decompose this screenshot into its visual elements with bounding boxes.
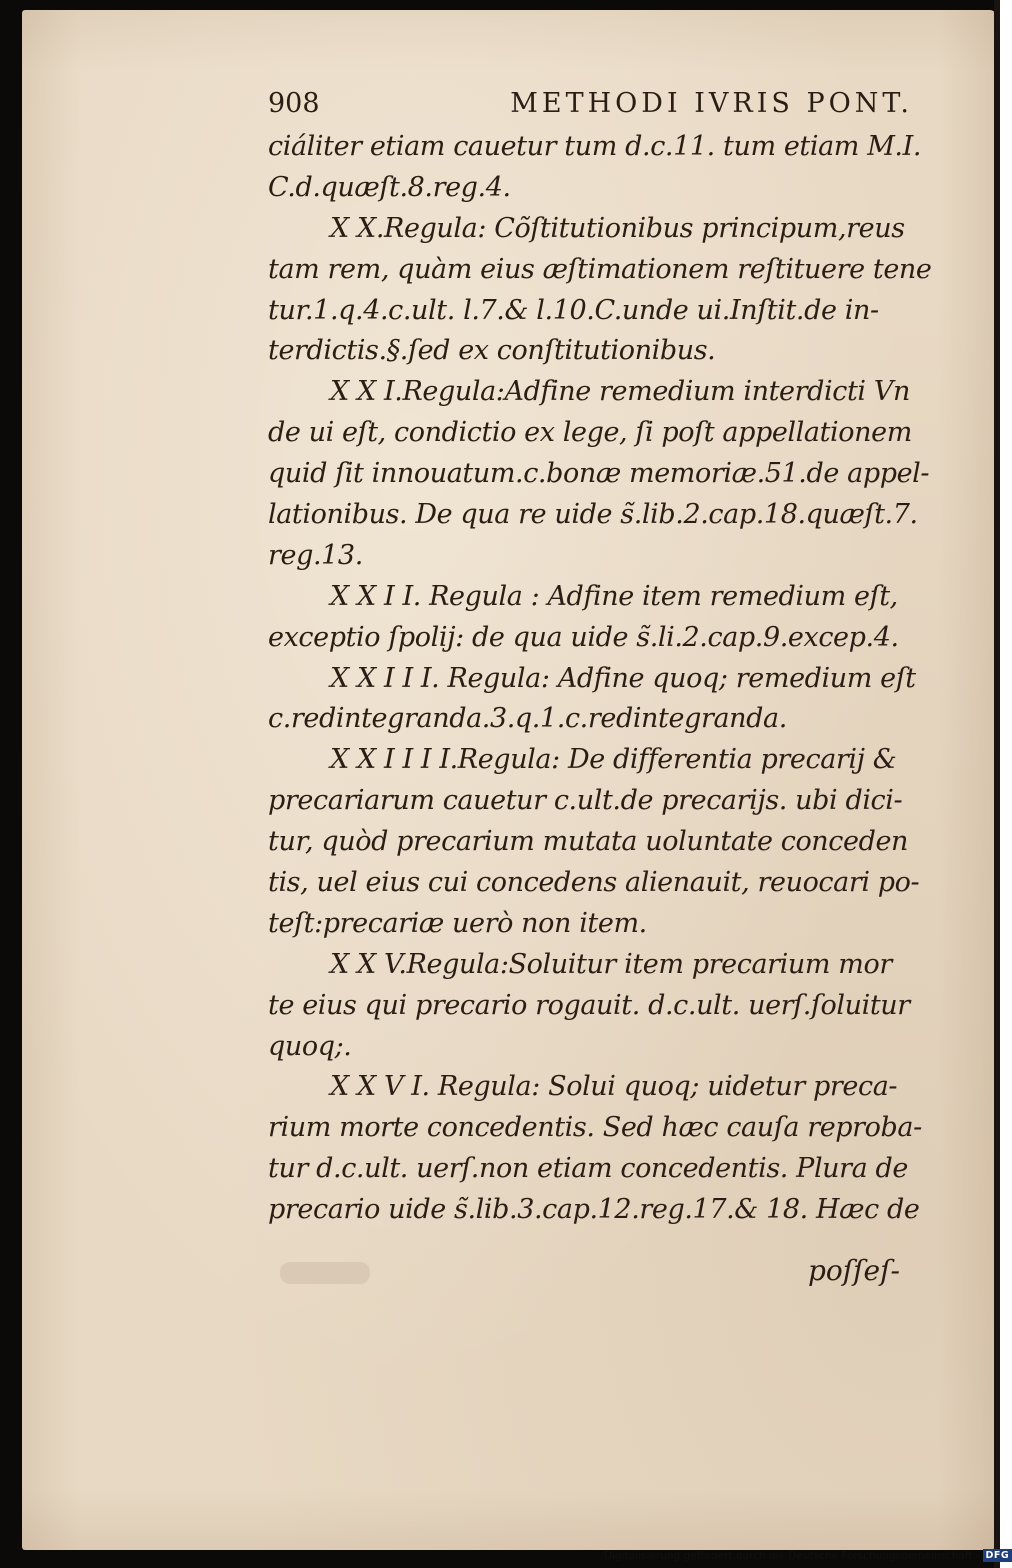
show-through-smudge [280,1262,370,1284]
text-line: quoq;. [268,1030,352,1062]
regula-heading-line: X X I I. Regula : Adfine item remedium eſt, [330,580,898,612]
regula-heading-line: X X I I I. Regula: Adfine quoq; remedium eſt [330,662,916,694]
text-line: precariarum cauetur c.ult.de precarijs. ubi dici- [268,785,903,817]
text-line: reg.13. [268,539,363,571]
page-text-block [268,84,932,1231]
digitization-footer [604,1549,1012,1562]
regula-heading-line: X X.Regula: Cõſtitutionibus principum,reus [330,212,905,244]
scan-right-edge [994,0,1000,1568]
text-line: C.d.quæſt.8.reg.4. [268,171,511,203]
text-line: teſt:precariæ uerò non item. [268,907,647,939]
text-line: de ui eſt, condictio ex lege, ſi poſt appellationem [268,417,912,449]
text-line: tis, uel eius cui concedens alienauit, reuocari po- [268,867,920,899]
text-line: rium morte concedentis. Sed hæc cauſa reproba- [268,1112,922,1144]
text-line: exceptio ſpolij: de qua uide s̃.li.2.cap.9.excep.4. [268,621,899,653]
text-line: terdictis.§.ſed ex conſtitutionibus. [268,335,716,367]
regula-heading-line: X X V I. Regula: Solui quoq; uidetur preca- [330,1071,898,1103]
footer-credit: Digitalisierung gefördert durch die Deutsche Forschungsgemeinschaft - [604,1549,980,1562]
running-head: METHODI IVRIS PONT. [510,88,913,119]
text-line: lationibus. De qua re uide s̃.lib.2.cap.18.quæſt.7. [268,499,918,531]
catchword: poſſeſ- [808,1254,900,1287]
text-line: ciáliter etiam cauetur tum d.c.11. tum etiam M.I. [268,131,922,162]
text-line: quid ſit innouatum.c.bonæ memoriæ.51.de appel- [268,458,930,490]
folio-number: 908 [268,88,320,119]
text-line: precario uide s̃.lib.3.cap.12.reg.17.& 18. Hæc de [268,1194,920,1226]
regula-heading-line: X X I I I I.Regula: De differentia precarij & [330,744,897,776]
text-line: tur d.c.ult. uerſ.non etiam concedentis. Plura de [268,1153,909,1185]
regula-heading-line: X X I.Regula:Adfine remedium interdicti Vn [330,376,910,408]
text-line: tur.1.q.4.c.ult. l.7.& l.10.C.unde ui.Inſtit.de in- [268,294,879,326]
text-line: te eius qui precario rogauit. d.c.ult. uerſ.ſoluitur [268,989,910,1021]
regula-heading-line: X X V.Regula:Soluitur item precarium mor [330,948,892,980]
text-line: c.redintegranda.3.q.1.c.redintegranda. [268,703,787,735]
dfg-logo-icon: DFG [983,1549,1012,1562]
page-header [268,84,913,127]
text-line: tur, quòd precarium mutata uoluntate conceden [268,826,909,858]
text-line: tam rem, quàm eius æſtimationem reſtituere tene [268,253,932,285]
